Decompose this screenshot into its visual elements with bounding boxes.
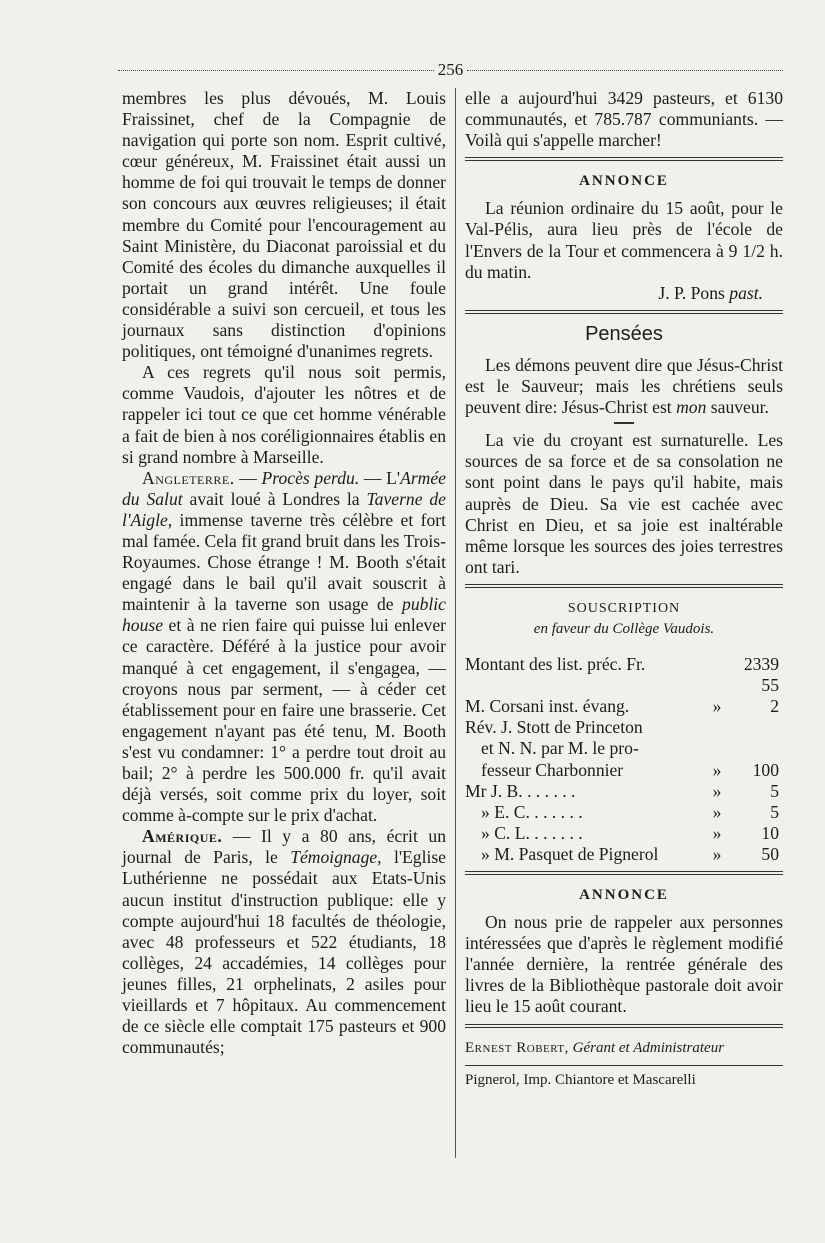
public-house: public house bbox=[122, 594, 446, 636]
printer-line: Pignerol, Imp. Chiantore et Mascarelli bbox=[465, 1071, 696, 1088]
row-label: Montant des list. préc. Fr. bbox=[465, 654, 646, 675]
fraissinet-paragraph: membres les plus dévoués, M. Louis Fraissinet, chef de la Compagnie de navigation qui porte son nom. Esprit cultivé, cœur généreux, M. Fraissinet était aussi un homme de foi qui trouvait le temps de donner son concours aux œuvres religieuses; il était membre du Comité pour l'encouragement au Saint Ministère, du Diaconat paroissial et du Comité des écoles du dimanche auxquelles il portait un grand intérêt. Une foule considérable a suivi son cercueil, et tous les journaux sans distinction d'opinions politiques, ont témoigné d'unanimes regrets. bbox=[122, 88, 446, 362]
pensee-1 bbox=[465, 355, 783, 418]
header-rule-left bbox=[118, 70, 434, 71]
amerique-paragraph bbox=[122, 826, 446, 1058]
annonce-heading-2: ANNONCE bbox=[579, 887, 669, 903]
angleterre-dash: — bbox=[234, 467, 262, 488]
angleterre-label: Angleterre. bbox=[142, 467, 235, 488]
pensee-1-a: Les démons peuvent dire que Jésus-Christ est le Sauveur; mais les chrétiens seuls peuvent dire: Jésus-Christ est bbox=[465, 354, 783, 418]
row-ditto: » bbox=[712, 822, 722, 843]
souscription-row bbox=[465, 844, 783, 865]
souscription-row bbox=[465, 760, 783, 781]
annonce-signature bbox=[465, 283, 783, 304]
row-amount: 100 bbox=[752, 759, 779, 780]
row-amount: 5 bbox=[770, 780, 779, 801]
amerique-continuation: elle a aujourd'hui 3429 pasteurs, et 6130 communautés, et 785.787 communiants. — Voilà qui s'appelle marcher! bbox=[465, 88, 783, 151]
regrets-paragraph: A ces regrets qu'il nous soit permis, comme Vaudois, d'ajouter les nôtres et de rappeler ici tout ce que cet homme vénérable a fait de bien à nos coréligionnaires établis en si grand nombre à Marseille. bbox=[122, 362, 446, 467]
souscription-row bbox=[465, 802, 783, 823]
footer-rule bbox=[465, 1024, 783, 1028]
row-amount: 50 bbox=[761, 843, 779, 864]
signature-name: J. P. Pons bbox=[658, 282, 725, 303]
section-rule-3 bbox=[465, 584, 783, 588]
right-column bbox=[465, 88, 783, 1091]
row-label: » E. C. . . . . . . bbox=[481, 801, 583, 822]
section-rule-2 bbox=[465, 310, 783, 314]
gerant-role: Gérant et Administrateur bbox=[572, 1039, 725, 1056]
gerant-name: Ernest Robert, bbox=[465, 1039, 569, 1056]
amerique-text-1: — Il y a 80 ans, écrit un journal de Paris, le bbox=[122, 826, 446, 868]
souscription-row bbox=[465, 781, 783, 802]
pensee-separator bbox=[614, 422, 634, 424]
row-label: et N. N. par M. le pro- bbox=[481, 738, 639, 759]
souscription-row bbox=[465, 738, 783, 759]
footer-rule-2 bbox=[465, 1065, 783, 1066]
angleterre-text-3: et à ne rien faire qui puisse lui enlever ce caractère. Déféré à la justice pour avoir manqué à cet engagement, il s'engagea, — croyons nous par serment, — à céder cet établissement pour en faire une brasserie. Cet engagement n'ayant pas été tenu, M. Booth s'est vu condamner: 1° a perdre tout droit au bail; 2° à perdre les 500.000 fr. qu'il avait déjà versés, soit comme prix du loyer, soit comme à-compte sur le prix d'achat. bbox=[122, 615, 446, 826]
pensee-1-mon: mon bbox=[676, 397, 707, 418]
souscription-title: SOUSCRIPTION bbox=[567, 600, 681, 616]
annonce-text-1: La réunion ordinaire du 15 août, pour le Val-Pélis, aura lieu près de l'école de l'Envers de la Tour et commencera à 9 1/2 h. du matin. bbox=[465, 198, 783, 282]
row-label: » M. Pasquet de Pignerol bbox=[481, 843, 659, 864]
signature-title: past. bbox=[729, 282, 763, 303]
souscription-subtitle: en faveur du Collège Vaudois. bbox=[533, 620, 715, 637]
angleterre-text-2: immense taverne très célèbre et fort mal famée. Cela fit grand bruit dans les Trois-Royaumes. Chose étrange ! M. Booth s'était engagé dans le bail qu'il avait souscrit à maintenir à la taverne son usage de bbox=[122, 509, 446, 615]
angleterre-text-1: avait loué à Londres la bbox=[182, 488, 367, 509]
pensee-2: La vie du croyant est surnaturelle. Les sources de sa force et de sa consolation ne sont point dans le pays qu'il habite, mais auprès de Dieu. Sa vie est cachée avec Christ en Dieu, et sa joie est inaltérable même lorsque les sources des joies terrestres ont tari. bbox=[465, 430, 783, 577]
row-ditto: » bbox=[712, 696, 722, 717]
row-label: » C. L. . . . . . . bbox=[481, 822, 583, 843]
souscription-row bbox=[465, 717, 783, 738]
souscription-row bbox=[465, 654, 783, 696]
gerant-line bbox=[465, 1038, 783, 1059]
row-ditto: » bbox=[712, 801, 722, 822]
row-label: fesseur Charbonnier bbox=[481, 759, 624, 780]
page-header bbox=[118, 60, 783, 80]
row-ditto: » bbox=[712, 843, 722, 864]
column-divider bbox=[455, 88, 456, 1158]
row-label: M. Corsani inst. évang. bbox=[465, 696, 630, 717]
temoignage: Témoignage, bbox=[290, 847, 382, 868]
section-rule-4 bbox=[465, 871, 783, 875]
angleterre-paragraph bbox=[122, 468, 446, 827]
row-amount: 10 bbox=[761, 822, 779, 843]
row-ditto: » bbox=[712, 759, 722, 780]
taverne-de-laigle: Taverne de l'Aigle, bbox=[122, 488, 446, 530]
row-amount: 2339 55 bbox=[743, 654, 779, 696]
pensee-1-b: sauveur. bbox=[706, 397, 769, 418]
souscription-row bbox=[465, 823, 783, 844]
row-label: Mr J. B. . . . . . . bbox=[465, 780, 576, 801]
amerique-label: Amérique. bbox=[142, 826, 223, 847]
page-number: 256 bbox=[437, 60, 464, 79]
annonce-text-2: On nous prie de rappeler aux personnes intéressées que d'après le règlement modifié l'année dernière, la rentrée générale des livres de la Bibliothèque pastorale doit avoir lieu le 15 août courant. bbox=[465, 912, 783, 1017]
section-rule bbox=[465, 157, 783, 161]
pensees-heading: Pensées bbox=[585, 322, 663, 345]
row-label: Rév. J. Stott de Princeton bbox=[465, 717, 643, 738]
header-rule-right bbox=[467, 70, 783, 71]
left-column bbox=[122, 88, 446, 1058]
amerique-text-2: l'Eglise Luthérienne ne possédait aux Etats-Unis aucun institut d'instruction publique: elle y compte aujourd'hui 18 facultés de théologie, avec 48 professeurs et 522 étudiants, 18 collèges, 24 accadémies, 14 collèges pour jeunes filles, 21 orphelinats, 2 asiles pour vieillards et 7 hôpitaux. Au commencement de ce siècle elle comptait 175 pasteurs et 900 communautés; bbox=[122, 847, 446, 1058]
annonce-heading-1: ANNONCE bbox=[579, 173, 669, 190]
row-amount: 2 bbox=[770, 696, 779, 717]
row-ditto: » bbox=[712, 780, 722, 801]
armee-du-salut: Armée du Salut bbox=[122, 467, 446, 509]
souscription-row bbox=[465, 696, 783, 717]
proces-perdu-title: Procès perdu. bbox=[261, 467, 360, 488]
row-amount: 5 bbox=[770, 801, 779, 822]
angleterre-dash2: — L' bbox=[359, 467, 401, 488]
